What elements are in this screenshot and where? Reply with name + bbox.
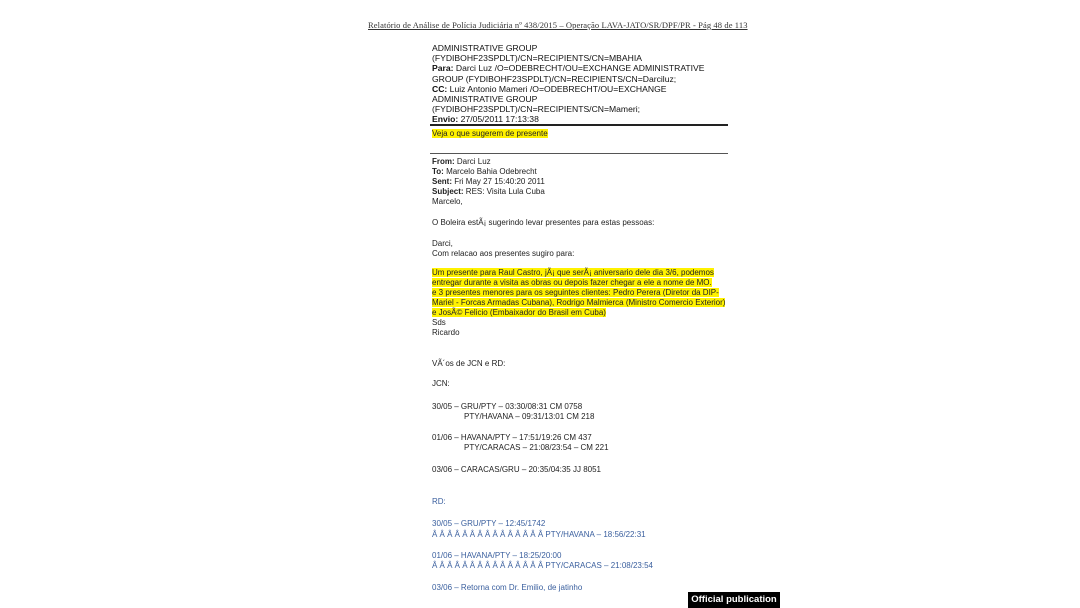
flights-heading: VÃ´os de JCN e RD: [432, 359, 506, 368]
flight-line: Â Â Â Â Â Â Â Â Â Â Â Â Â Â Â PTY/HAVANA – 18:56/22:31 [432, 530, 646, 539]
to-line: To: Marcelo Bahia Odebrecht [432, 167, 537, 176]
report-header: Relatório de Análise de Polícia Judiciária nº 438/2015 – Operação LAVA-JATO/SR/DPF/PR - Pág 48 de 113 [368, 20, 748, 30]
highlighted-line: e JosÃ© Felicio (Embaixador do Brasil em Cuba) [432, 308, 606, 317]
flight-line: PTY/HAVANA – 09:31/13:01 CM 218 [464, 412, 595, 421]
divider [430, 124, 728, 126]
flight-line: 01/06 – HAVANA/PTY – 17:51/19:26 CM 437 [432, 433, 592, 442]
top-message: Veja o que sugerem de presente [432, 129, 548, 138]
flight-line: PTY/CARACAS – 21:08/23:54 – CM 221 [464, 443, 609, 452]
highlighted-line: entregar durante a visita as obras ou depois fazer chegar a ele a nome de MO. [432, 278, 712, 287]
email-header-block [432, 43, 728, 125]
flight-line: Â Â Â Â Â Â Â Â Â Â Â Â Â Â Â PTY/CARACAS – 21:08/23:54 [432, 561, 653, 570]
paragraph: O Boleira estÃ¡ sugerindo levar presentes para estas pessoas: [432, 218, 655, 227]
header-line: (FYDIBOHF23SPDLT)/CN=RECIPIENTS/CN=Mameri; [432, 104, 641, 115]
flight-line: 30/05 – GRU/PTY – 12:45/1742 [432, 519, 546, 528]
sent-line: Sent: Fri May 27 15:40:20 2011 [432, 177, 545, 186]
header-line-para: Para: Darci Luz /O=ODEBRECHT/OU=EXCHANGE ADMINISTRATIVE [432, 63, 705, 74]
signoff: Sds [432, 318, 446, 327]
flight-line: 03/06 – CARACAS/GRU – 20:35/04:35 JJ 8051 [432, 465, 601, 474]
header-line-envio: Envio: 27/05/2011 17:13:38 [432, 114, 539, 125]
flight-line: 01/06 – HAVANA/PTY – 18:25/20:00 [432, 551, 562, 560]
divider [430, 153, 728, 154]
highlighted-line: Mariel - Forcas Armadas Cubana), Rodrigo Malmierca (Ministro Comercio Exterior) [432, 298, 726, 307]
header-line: (FYDIBOHF23SPDLT)/CN=RECIPIENTS/CN=MBAHIA [432, 53, 642, 64]
header-line-cc: CC: Luiz Antonio Mameri /O=ODEBRECHT/OU=EXCHANGE [432, 83, 667, 94]
official-publication-badge: Official publication [688, 592, 780, 608]
highlighted-line: e 3 presentes menores para os seguintes clientes: Pedro Perera (Diretor da DIP- [432, 288, 719, 297]
greeting: Marcelo, [432, 197, 463, 206]
from-line: From: Darci Luz [432, 157, 491, 166]
header-line: ADMINISTRATIVE GROUP [432, 43, 538, 53]
jcn-label: JCN: [432, 379, 450, 388]
header-line: GROUP (FYDIBOHF23SPDLT)/CN=RECIPIENTS/CN=Darciluz; [432, 73, 677, 84]
rd-label: RD: [432, 497, 446, 506]
signature: Ricardo [432, 328, 460, 337]
flight-line: 30/05 – GRU/PTY – 03:30/08:31 CM 0758 [432, 402, 583, 411]
highlighted-line: Um presente para Raul Castro, jÃ¡ que serÃ¡ aniversario dele dia 3/6, podemos [432, 268, 714, 277]
paragraph: Com relacao aos presentes sugiro para: [432, 249, 575, 258]
header-line: ADMINISTRATIVE GROUP [432, 94, 538, 105]
salutation: Darci, [432, 239, 453, 248]
flight-line: 03/06 – Retorna com Dr. Emilio, de jatinho [432, 583, 583, 592]
subject-line: Subject: RES: Visita Lula Cuba [432, 187, 545, 196]
